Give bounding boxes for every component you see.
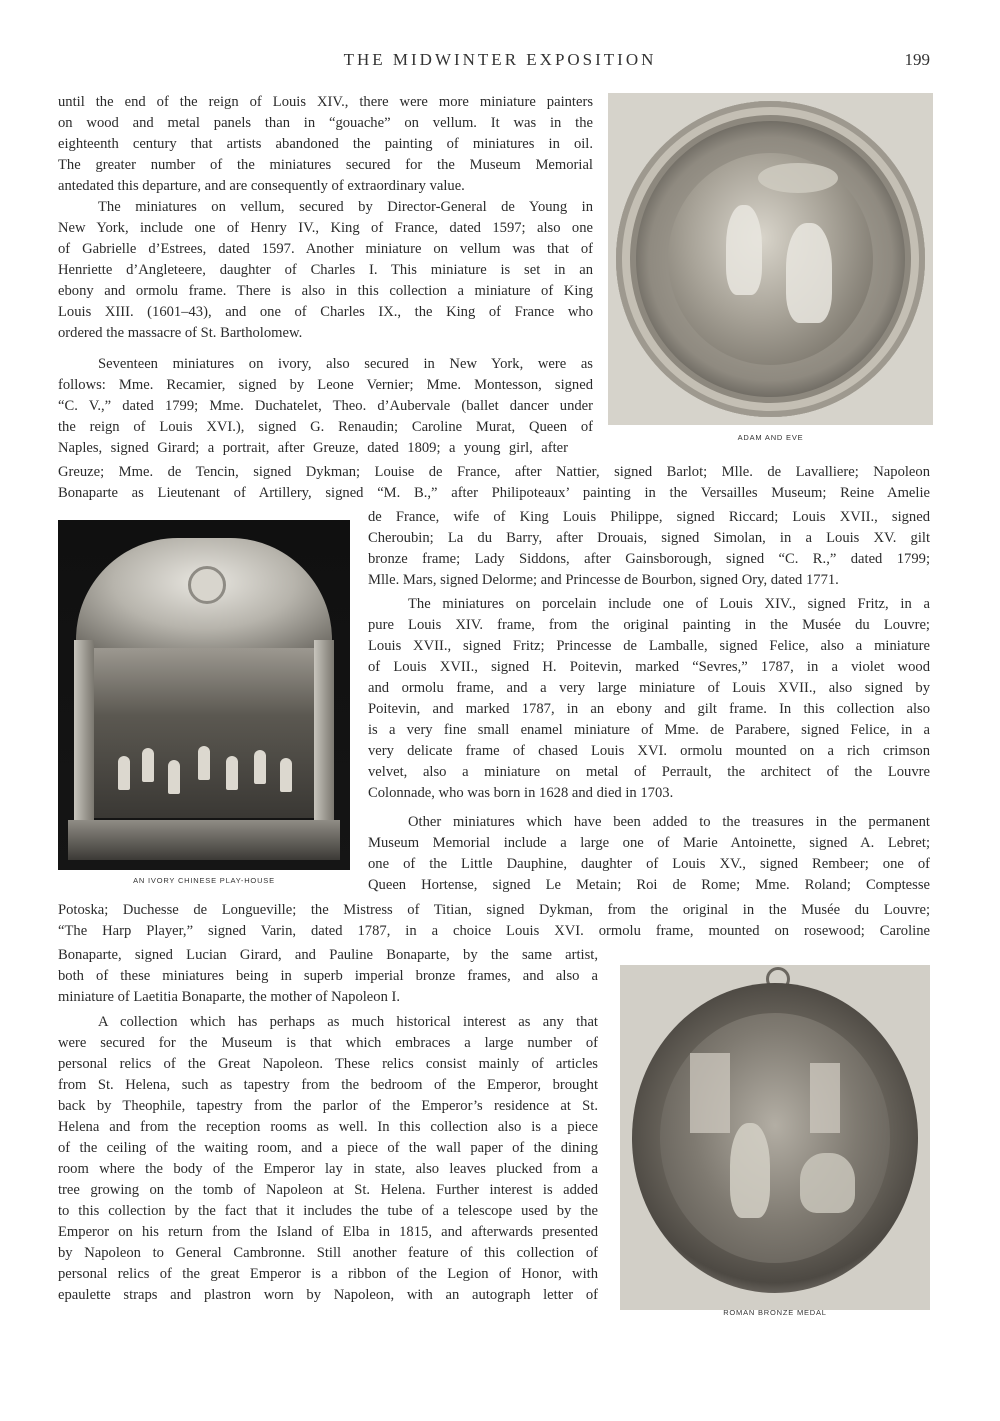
text-line: ebony and ormolu frame. There is also in this collection a miniature of King [58,283,593,299]
text-line: of Louis XVII., signed H. Poitevin, marked “Sevres,” 1787, in a violet wood [368,659,930,675]
text-line: is a very fine small enamel miniature of Mme. de Parabere, signed Felice, in a [368,722,930,738]
text-line: The miniatures on vellum, secured by Director-General de Young in [98,199,593,215]
text-line: Potoska; Duchesse de Longueville; the Mistress of Titian, signed Dykman, from the original in the Musée du Louvre; [58,902,930,918]
text-line: antedated this departure, and are consequently of extraordinary value. [58,178,465,194]
text-line: The miniatures on porcelain include one of Louis XIV., signed Fritz, in a [408,596,930,612]
text-line: Mlle. Mars, signed Delorme; and Princesse de Bourbon, signed Ory, dated 1771. [368,572,839,588]
text-line: one of the Little Dauphine, daughter of Louis XV., signed Rembeer; one of [368,856,930,872]
text-line: Queen Hortense, signed Le Metain; Roi de Rome; Mme. Roland; Comptesse [368,877,930,893]
text-line: Emperor on his return from the Island of Elba in 1815, and afterwards presented [58,1224,598,1240]
text-line: Naples, signed Girard; a portrait, after Greuze, dated 1809; a young girl, after [58,440,568,456]
text-line: tree growing on the tomb of Napoleon at St. Helena. Further interest is added [58,1182,598,1198]
text-line: of Gabrielle d’Estrees, dated 1597. Another miniature on vellum was that of [58,241,593,257]
text-line: Cheroubin; La du Barry, after Drouais, signed Simolan, in a Louis XV. gilt [368,530,930,546]
text-line: Seventeen miniatures on ivory, also secured in New York, were as [98,356,593,372]
text-line: Museum Memorial include a large one of Marie Antoinette, signed A. Lebret; [368,835,930,851]
text-line: Bonaparte as Lieutenant of Artillery, signed “M. B.,” after Philipoteaux’ painting in the Versailles Museum; Reine Amelie [58,485,930,501]
text-line: the reign of Louis XVI.), signed G. Renaudin; Caroline Murat, Queen of [58,419,593,435]
text-line: eighteenth century that artists abandoned the painting of miniatures in oil. [58,136,593,152]
text-line: and ormolu frame, and a very large miniature of Louis XVII., also signed by [368,680,930,696]
text-line: velvet, also a miniature on metal of Perrault, the architect of the Louvre [368,764,930,780]
text-line: from St. Helena, such as tapestry from the bedroom of the Emperor, brought [58,1077,598,1093]
text-line: The greater number of the miniatures secured for the Museum Memorial [58,157,593,173]
text-line: “The Harp Player,” signed Varin, dated 1787, in a choice Louis XVI. ormolu frame, mounted on rosewood; Caroline [58,923,930,939]
text-line: on wood and metal panels than in “gouache” on vellum. It was in the [58,115,593,131]
text-line: to this collection by the fact that it includes the tube of a telescope used by the [58,1203,598,1219]
text-line: A collection which has perhaps as much historical interest as any that [98,1014,598,1030]
text-line: ordered the massacre of St. Bartholomew. [58,325,303,341]
caption-roman-medal: ROMAN BRONZE MEDAL [723,1308,827,1317]
text-line: Helena and from the reception rooms as well. In this collection also is a piece [58,1119,598,1135]
text-line: Henriette d’Angleteere, daughter of Charles I. This miniature is set in an [58,262,593,278]
text-line: personal relics of the Great Napoleon. These relics consist mainly of articles [58,1056,598,1072]
text-line: pure Louis XIV. frame, from the original painting in the Musée du Louvre; [368,617,930,633]
text-line: bronze frame; Lady Siddons, after Gainsborough, signed “C. R.,” dated 1799; [368,551,930,567]
page-number: 199 [904,50,930,69]
page-header-title: THE MIDWINTER EXPOSITION [343,50,657,69]
text-line: Other miniatures which have been added to the treasures in the permanent [408,814,930,830]
text-line: de France, wife of King Louis Philippe, signed Riccard; Louis XVII., signed [368,509,930,525]
text-line: of the ceiling of the waiting room, and a piece of the wall paper of the dining [58,1140,598,1156]
text-line: personal relics of the great Emperor is a ribbon of the Legion of Honor, with [58,1266,598,1282]
text-line: epaulette straps and plastron worn by Napoleon, with an autograph letter of [58,1287,598,1303]
text-line: Colonnade, who was born in 1628 and died in 1703. [368,785,674,801]
text-line: Poitevin, and marked 1787, in an ebony and gilt frame. In this collection also [368,701,930,717]
text-line: back by Theophile, tapestry from the parlor of the Emperor’s residence at St. [58,1098,598,1114]
text-line: very delicate frame of chased Louis XVI. ormolu mounted on a rich crimson [368,743,930,759]
text-line: Louis XIII. (1601–43), and one of Charles IX., the King of France who [58,304,593,320]
text-line: Greuze; Mme. de Tencin, signed Dykman; Louise de France, after Nattier, signed Barlot; Mlle. de Lavalliere; Napoleon [58,464,930,480]
text-line: follows: Mme. Recamier, signed by Leone Vernier; Mme. Montesson, signed [58,377,593,393]
caption-adam-and-eve: ADAM AND EVE [737,433,804,442]
text-line: until the end of the reign of Louis XIV., there were more miniature painters [58,94,593,110]
ivory-chinese-playhouse-image [58,520,350,870]
text-line: miniature of Laetitia Bonaparte, the mother of Napoleon I. [58,989,401,1005]
text-line: both of these miniatures being in superb imperial bronze frames, and also a [58,968,598,984]
adam-and-eve-plaque-image [608,93,933,425]
text-line: by Napoleon to General Cambronne. Still another feature of this collection of [58,1245,598,1261]
text-line: room where the body of the Emperor lay in state, also leaves plucked from a [58,1161,598,1177]
roman-bronze-medal-image [620,965,930,1310]
text-line: Louis XVII., signed Fritz; Princesse de Lamballe, signed Felice, also a miniature [368,638,930,654]
text-line: Bonaparte, signed Lucian Girard, and Pauline Bonaparte, by the same artist, [58,947,598,963]
text-line: were secured for the Museum is that which embraces a large number of [58,1035,598,1051]
text-line: New York, include one of Henry IV., King of France, dated 1597; also one [58,220,593,236]
caption-playhouse: AN IVORY CHINESE PLAY-HOUSE [133,876,275,885]
text-line: “C. V.,” dated 1799; Mme. Duchatelet, Theo. d’Aubervale (ballet dancer under [58,398,593,414]
